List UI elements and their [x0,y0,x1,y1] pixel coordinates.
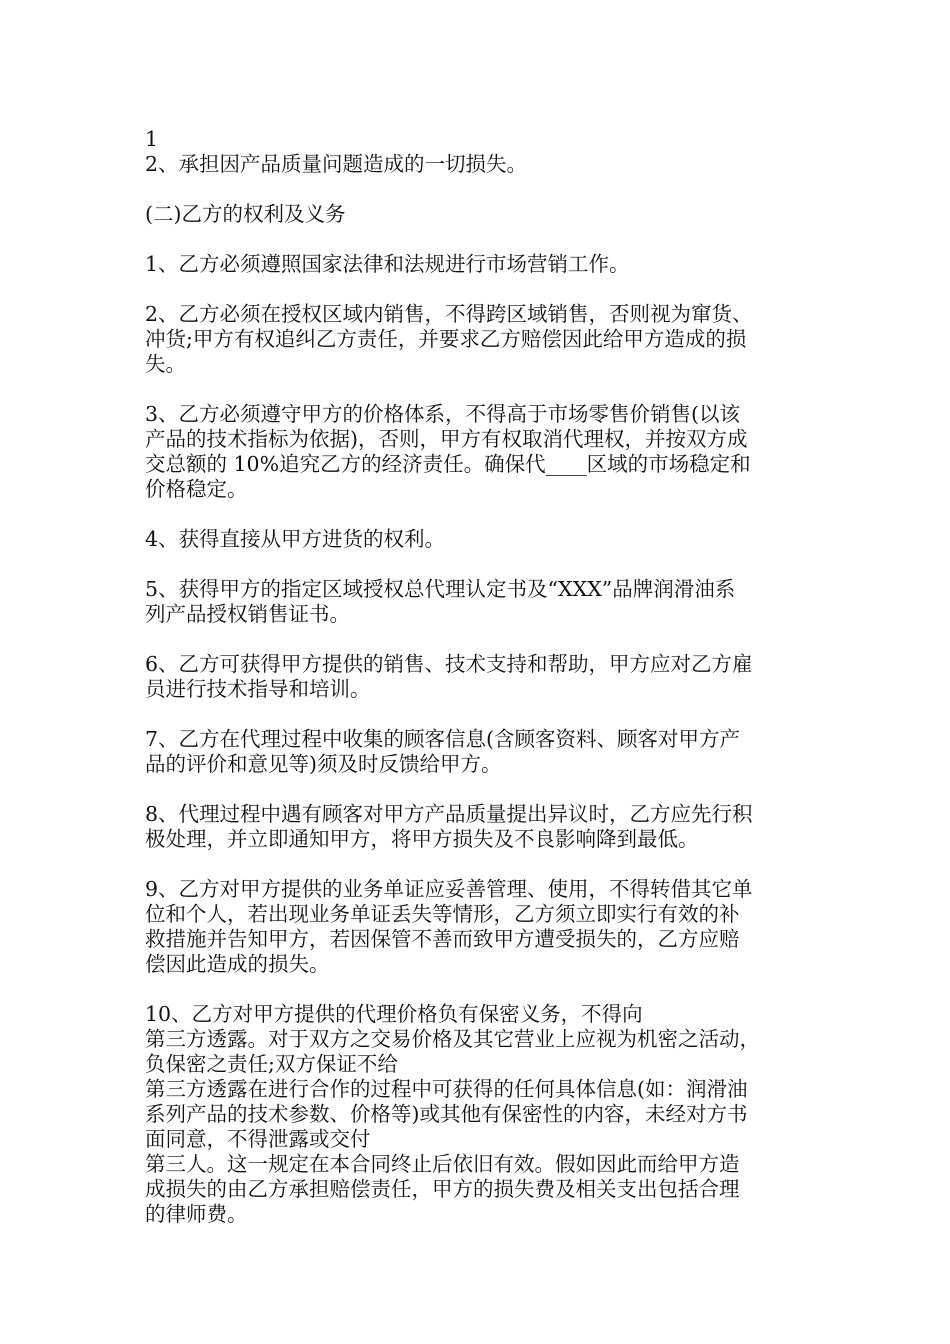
text-line: 负保密之责任;双方保证不给 [145,1052,398,1076]
text-line: 冲货;甲方有权追纠乙方责任，并要求乙方赔偿因此给甲方造成的损 [145,327,747,351]
paragraph [145,402,825,502]
text-line: 交总额的 10%追究乙方的经济责任。确保代____区域的市场稳定和 [145,452,751,476]
paragraph [145,802,825,852]
text-line: 产品的技术指标为依据)，否则，甲方有权取消代理权，并按双方成 [145,427,748,451]
text-line: 失。 [145,352,186,376]
text-line: 救措施并告知甲方，若因保管不善而致甲方遭受损失的，乙方应赔 [145,927,740,951]
text-line: 员进行技术指导和培训。 [145,677,371,701]
text-line: 价格稳定。 [145,477,248,501]
text-line: 系列产品的技术参数、价格等)或其他有保密性的内容，未经对方书 [145,1102,748,1126]
text-line: 偿因此造成的损失。 [145,952,330,976]
text-line: 极处理，并立即通知甲方，将甲方损失及不良影响降到最低。 [145,827,699,851]
text-line: 品的评价和意见等)须及时反馈给甲方。 [145,752,502,776]
paragraph [145,577,825,627]
document-body [145,152,825,1227]
text-line: 10、乙方对甲方提供的代理价格负有保密义务，不得向 [145,1002,643,1026]
text-line: 位和个人，若出现业务单证丢失等情形，乙方须立即实行有效的补 [145,902,740,926]
text-line: 第三人。这一规定在本合同终止后依旧有效。假如因此而给甲方造 [145,1152,740,1176]
page-number: 1 [145,127,159,151]
text-line: 1、乙方必须遵照国家法律和法规进行市场营销工作。 [145,252,630,276]
paragraph [145,727,825,777]
text-line: 3、乙方必须遵守甲方的价格体系，不得高于市场零售价销售(以该 [145,402,741,426]
text-line: 2、承担因产品质量问题造成的一切损失。 [145,152,528,176]
text-line: 9、乙方对甲方提供的业务单证应妥善管理、使用，不得转借其它单 [145,877,753,901]
text-line: 6、乙方可获得甲方提供的销售、技术支持和帮助，甲方应对乙方雇 [145,652,753,676]
paragraph [145,252,825,277]
text-line: 第三方透露。对于双方之交易价格及其它营业上应视为机密之活动， [145,1027,760,1051]
text-line: 第三方透露在进行合作的过程中可获得的任何具体信息(如：润滑油 [145,1077,748,1101]
paragraph [145,202,825,227]
document-page [145,127,825,1252]
text-line: 8、代理过程中遇有顾客对甲方产品质量提出异议时，乙方应先行积 [145,802,753,826]
paragraph [145,877,825,977]
text-line: 5、获得甲方的指定区域授权总代理认定书及“XXX”品牌润滑油系 [145,577,736,601]
text-line: (二)乙方的权利及义务 [145,202,346,226]
paragraph [145,302,825,377]
paragraph [145,527,825,552]
paragraph [145,652,825,702]
text-line: 的律师费。 [145,1202,248,1226]
text-line: 列产品授权销售证书。 [145,602,350,626]
text-line: 4、获得直接从甲方进货的权利。 [145,527,446,551]
text-line: 成损失的由乙方承担赔偿责任，甲方的损失费及相关支出包括合理 [145,1177,740,1201]
text-line: 面同意，不得泄露或交付 [145,1127,371,1151]
text-line: 7、乙方在代理过程中收集的顾客信息(含顾客资料、顾客对甲方产 [145,727,741,751]
paragraph [145,152,825,177]
text-line: 2、乙方必须在授权区域内销售，不得跨区域销售，否则视为窜货、 [145,302,753,326]
paragraph [145,1002,825,1227]
